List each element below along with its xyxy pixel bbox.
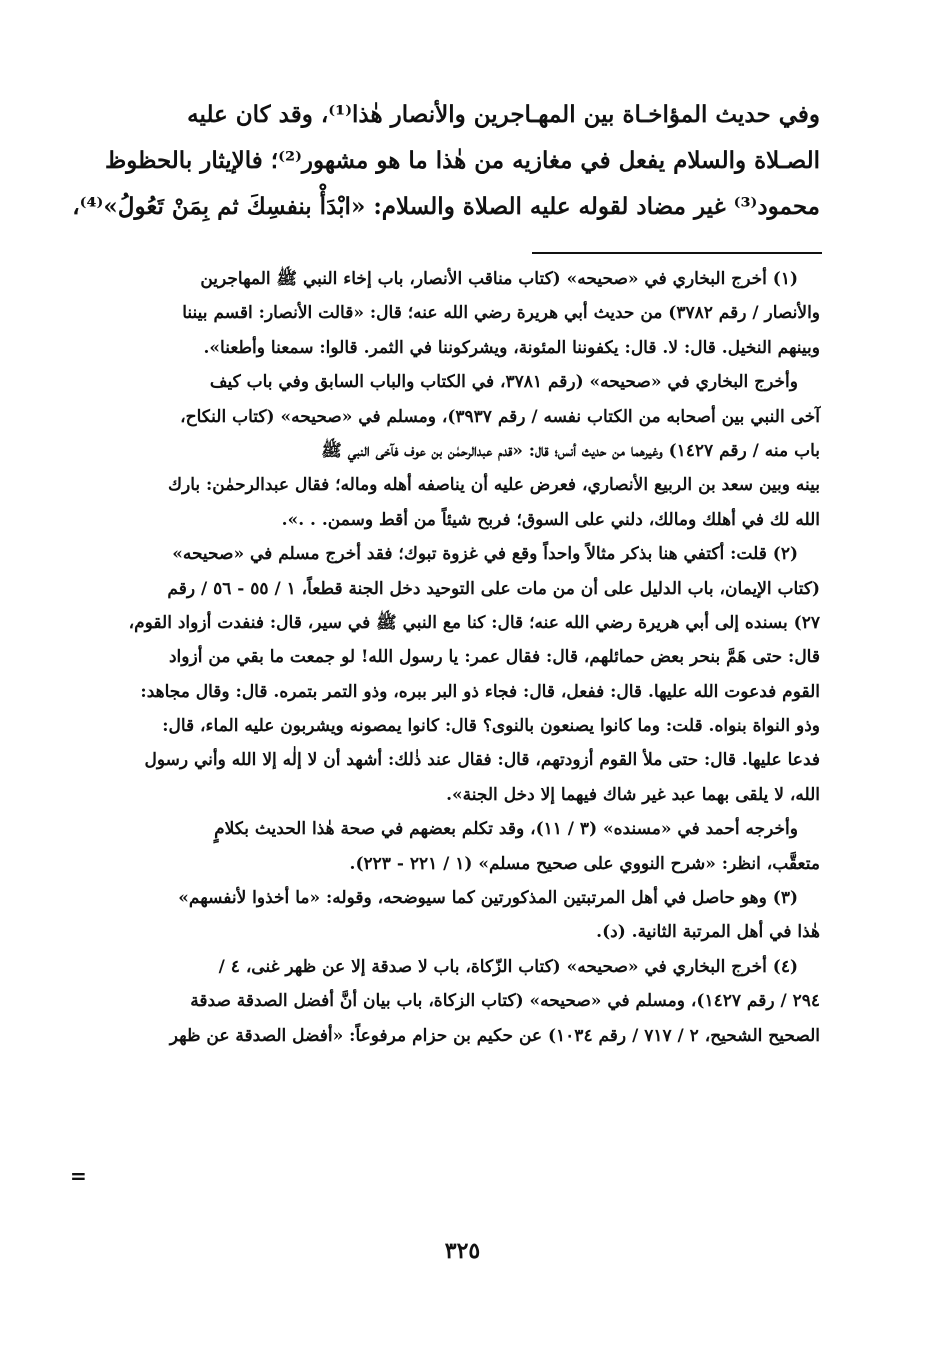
footnote-line: وبينهم النخيل. قال: لا. قال: يكفوننا المئونة، ويشركوننا في الثمر. قالوا: سمعنا وأطعنا». (203, 337, 820, 358)
footnotes (108, 262, 820, 1053)
footnote-line: هٰذا في أهل المرتبة الثانية. (د). (596, 922, 820, 943)
main-text-line: وفي حديث المؤاخـاة بين المهـاجرين والأنصار هٰذا⁽¹⁾، وقد كان عليه (187, 101, 820, 128)
footnote-line: الله، لا يلقى بهما عبد غير شاك فيهما إلا دخل الجنة». (446, 784, 820, 805)
footnote-line: (٢) قلت: أكتفي هنا بذكر مثالاً واحداً وقع في غزوة تبوك؛ فقد أخرج مسلم في «صحيحه» (172, 544, 798, 565)
footnote-line: وذو النواة بنواه. قلت: وما كانوا يصنعون بالنوى؟ قال: كانوا يمصونه ويشربون عليه الماء، قال: (162, 716, 820, 737)
footnote-line: والأنصار / رقم ٣٧٨٢) من حديث أبي هريرة رضي الله عنه؛ قال: «قالت الأنصار: اقسم بيننا (182, 303, 820, 324)
main-text (72, 92, 820, 230)
footnote-line: القوم فدعوت الله عليها. قال: ففعل، قال: فجاء ذو البر ببره، وذو التمر بتمره. قال: وقال مجاهد: (140, 681, 820, 702)
footnote-line: (كتاب الإيمان، باب الدليل على أن من مات على التوحيد دخل الجنة قطعاً، ١ / ٥٥ - ٥٦ / رقم (167, 578, 820, 599)
footnote-line: (٣) وهو حاصل في أهل المرتبتين المذكورتين كما سيوضحه، وقوله: «ما أخذوا لأنفسهم» (178, 888, 798, 909)
footnote-line: بينه وبين سعد بن الربيع الأنصاري، فعرض عليه أن يناصفه أهله وماله؛ فقال عبدالرحمٰن: بارك (167, 475, 820, 496)
footnote-line: (١) أخرج البخاري في «صحيحه» (كتاب مناقب الأنصار، باب إخاء النبي ﷺ المهاجرين (200, 269, 798, 289)
footnote-line: ٢٩٤ / رقم ١٤٢٧)، ومسلم في «صحيحه» (كتاب الزكاة، باب بيان أنَّ أفضل الصدقة صدقة (190, 991, 820, 1012)
footnote-line: باب منه / رقم ١٤٢٧) وغيرهما من حديث أنس؛ قال: «قدم عبدالرحمٰن بن عوف فآخى النبي ﷺ (321, 440, 820, 461)
footnote-line: الله لك في أهلك ومالك، دلني على السوق؛ فربح شيئاً من أقط وسمن. . .». (281, 509, 820, 530)
footnote-line: وأخرجه أحمد في «مسنده» (٣ / ١١)، وقد تكلم بعضهم في صحة هٰذا الحديث بكلامٍ (214, 819, 798, 840)
continuation-mark: = (70, 1164, 87, 1188)
main-text-line: الصـلاة والسلام يفعل في مغازيه من هٰذا ما هو مشهور⁽²⁾؛ فالإيثار بالحظوظ (104, 147, 820, 174)
footnote-line: آخى النبي بين أصحابه من الكتاب نفسه / رقم ٣٩٣٧)، ومسلم في «صحيحه» (كتاب النكاح، (180, 406, 820, 427)
footnote-line: فدعا عليها. قال: حتى ملأ القوم أزودتهم، قال: فقال عند ذٰلك: أشهد أن لا إلٰه إلا الله وأني رسول (144, 750, 820, 771)
main-text-line: محمود⁽³⁾ غير مضاد لقوله عليه الصلاة والسلام: «ابْدَأْ بنفسِكَ ثم بِمَنْ تَعُولُ»⁽⁴⁾، (72, 193, 820, 220)
footnote-line: الصحيح الشحيح، ٢ / ٧١٧ / رقم ١٠٣٤) عن حكيم بن حزام مرفوعاً: «أفضل الصدقة عن ظهر (169, 1025, 820, 1046)
footnote-separator (532, 252, 822, 254)
footnote-line: متعقَّب، انظر: «شرح النووي على صحيح مسلم» (١ / ٢٢١ - ٢٢٣). (349, 853, 820, 874)
page-number: ٣٢٥ (444, 1238, 481, 1264)
footnote-line: قال: حتى هَمَّ بنحر بعض حمائلهم، قال: فقال عمر: يا رسول الله! لو جمعت ما بقي من أزواد (168, 647, 820, 668)
footnote-line: (٤) أخرج البخاري في «صحيحه» (كتاب الزّكاة، باب لا صدقة إلا عن ظهر غنى، ٤ / (218, 956, 798, 977)
footnote-line: وأخرج البخاري في «صحيحه» (رقم ٣٧٨١، في الكتاب والباب السابق وفي باب كيف (209, 372, 798, 393)
footnote-line: ٢٧) بسنده إلى أبي هريرة رضي الله عنه؛ قال: كنا مع النبي ﷺ في سير، قال: فنفدت أزواد القوم، (128, 612, 820, 633)
